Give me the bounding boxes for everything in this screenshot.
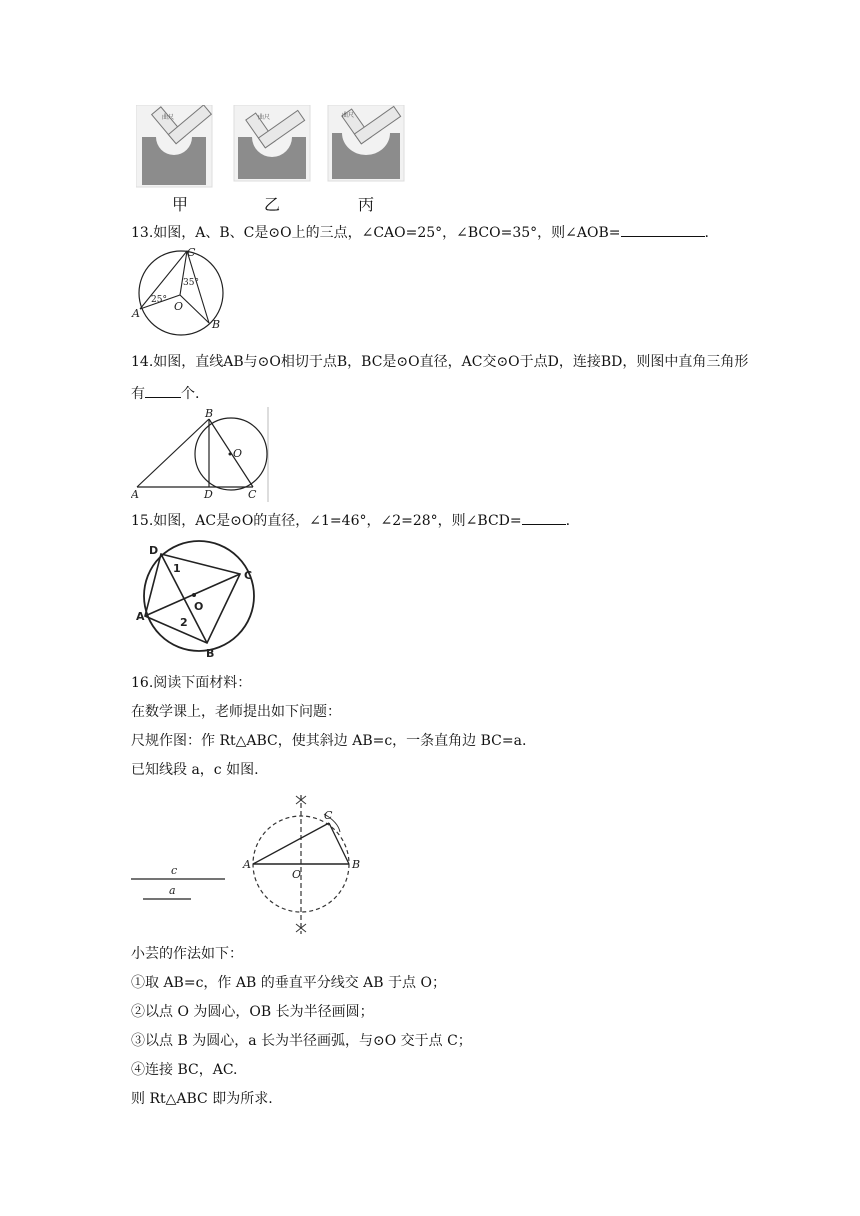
answer-blank: [621, 222, 705, 237]
question-16-step: 则 Rt△ABC 即为所求.: [131, 1091, 273, 1107]
q16-segments-figure: [131, 862, 231, 907]
ruler-label: 曲尺: [342, 112, 355, 119]
image-bing: [328, 105, 404, 181]
caption-bing: 丙: [358, 195, 375, 214]
label-b: B: [205, 407, 214, 420]
label-a: A: [136, 610, 145, 623]
question-14-line1: 14.如图，直线AB与⊙O相切于点B，BC是⊙O直径，AC交⊙O于点D，连接BD，则图中直角三角形: [131, 354, 749, 370]
ruler-label: 曲尺: [162, 114, 175, 121]
carpenter-square-figure: [136, 105, 408, 190]
label-c: C: [324, 809, 333, 822]
caption-jia: 甲: [172, 195, 189, 214]
angle-2-label: 2: [180, 616, 188, 629]
question-13: 13.如图，A、B、C是⊙O上的三点，∠CAO=25°，∠BCO=35°，则∠AOB= .: [131, 222, 709, 243]
image-yi: [234, 105, 310, 181]
question-14-line2: 有 个.: [131, 383, 199, 404]
label-b: B: [352, 858, 361, 871]
q16-construction-figure: [240, 792, 370, 938]
label-a-segment: a: [169, 884, 176, 897]
label-d: D: [149, 544, 159, 557]
label-o: O: [292, 868, 302, 881]
q14-figure: [131, 407, 271, 502]
label-d: D: [204, 488, 213, 501]
label-o: O: [174, 300, 184, 313]
question-13-text: 13.如图，A、B、C是⊙O上的三点，∠CAO=25°，∠BCO=35°，则∠AOB=: [131, 225, 621, 241]
label-o: O: [233, 447, 243, 460]
image-jia: [136, 105, 212, 187]
angle-1-label: 1: [173, 562, 181, 575]
label-a: A: [131, 488, 139, 501]
label-c-segment: c: [171, 864, 178, 877]
answer-blank: [145, 383, 181, 398]
angle-25: 25°: [151, 295, 167, 305]
question-16-step: ④连接 BC，AC.: [131, 1062, 238, 1078]
label-b: B: [212, 318, 221, 331]
label-c: C: [187, 247, 196, 259]
question-16-line: 在数学课上，老师提出如下问题：: [131, 704, 341, 720]
q15-figure: [131, 538, 266, 663]
question-16-step: ②以点 O 为圆心，OB 长为半径画圆；: [131, 1004, 374, 1020]
label-a: A: [132, 307, 140, 320]
question-16-line: 尺规作图：作 Rt△ABC，使其斜边 AB=c，一条直角边 BC=a.: [131, 733, 527, 749]
question-16-step: ①取 AB=c，作 AB 的垂直平分线交 AB 于点 O；: [131, 975, 446, 991]
question-16-title: 16.阅读下面材料：: [131, 675, 252, 691]
label-c: C: [244, 569, 253, 582]
label-b: B: [206, 647, 215, 660]
question-16-step: ③以点 B 为圆心，a 长为半径画弧，与⊙O 交于点 C；: [131, 1033, 472, 1049]
question-16-step: 小芸的作法如下：: [131, 946, 243, 962]
angle-35: 35°: [183, 278, 199, 288]
label-o: O: [194, 600, 204, 613]
q13-figure: [131, 247, 231, 339]
answer-blank: [522, 510, 566, 525]
label-c: C: [248, 488, 257, 501]
question-15: 15.如图，AC是⊙O的直径，∠1=46°，∠2=28°，则∠BCD= .: [131, 510, 570, 531]
question-16-line: 已知线段 a，c 如图.: [131, 762, 259, 778]
caption-yi: 乙: [264, 195, 281, 214]
question-15-text: 15.如图，AC是⊙O的直径，∠1=46°，∠2=28°，则∠BCD=: [131, 513, 522, 529]
label-a: A: [243, 858, 251, 871]
ruler-label: 曲尺: [258, 114, 271, 121]
